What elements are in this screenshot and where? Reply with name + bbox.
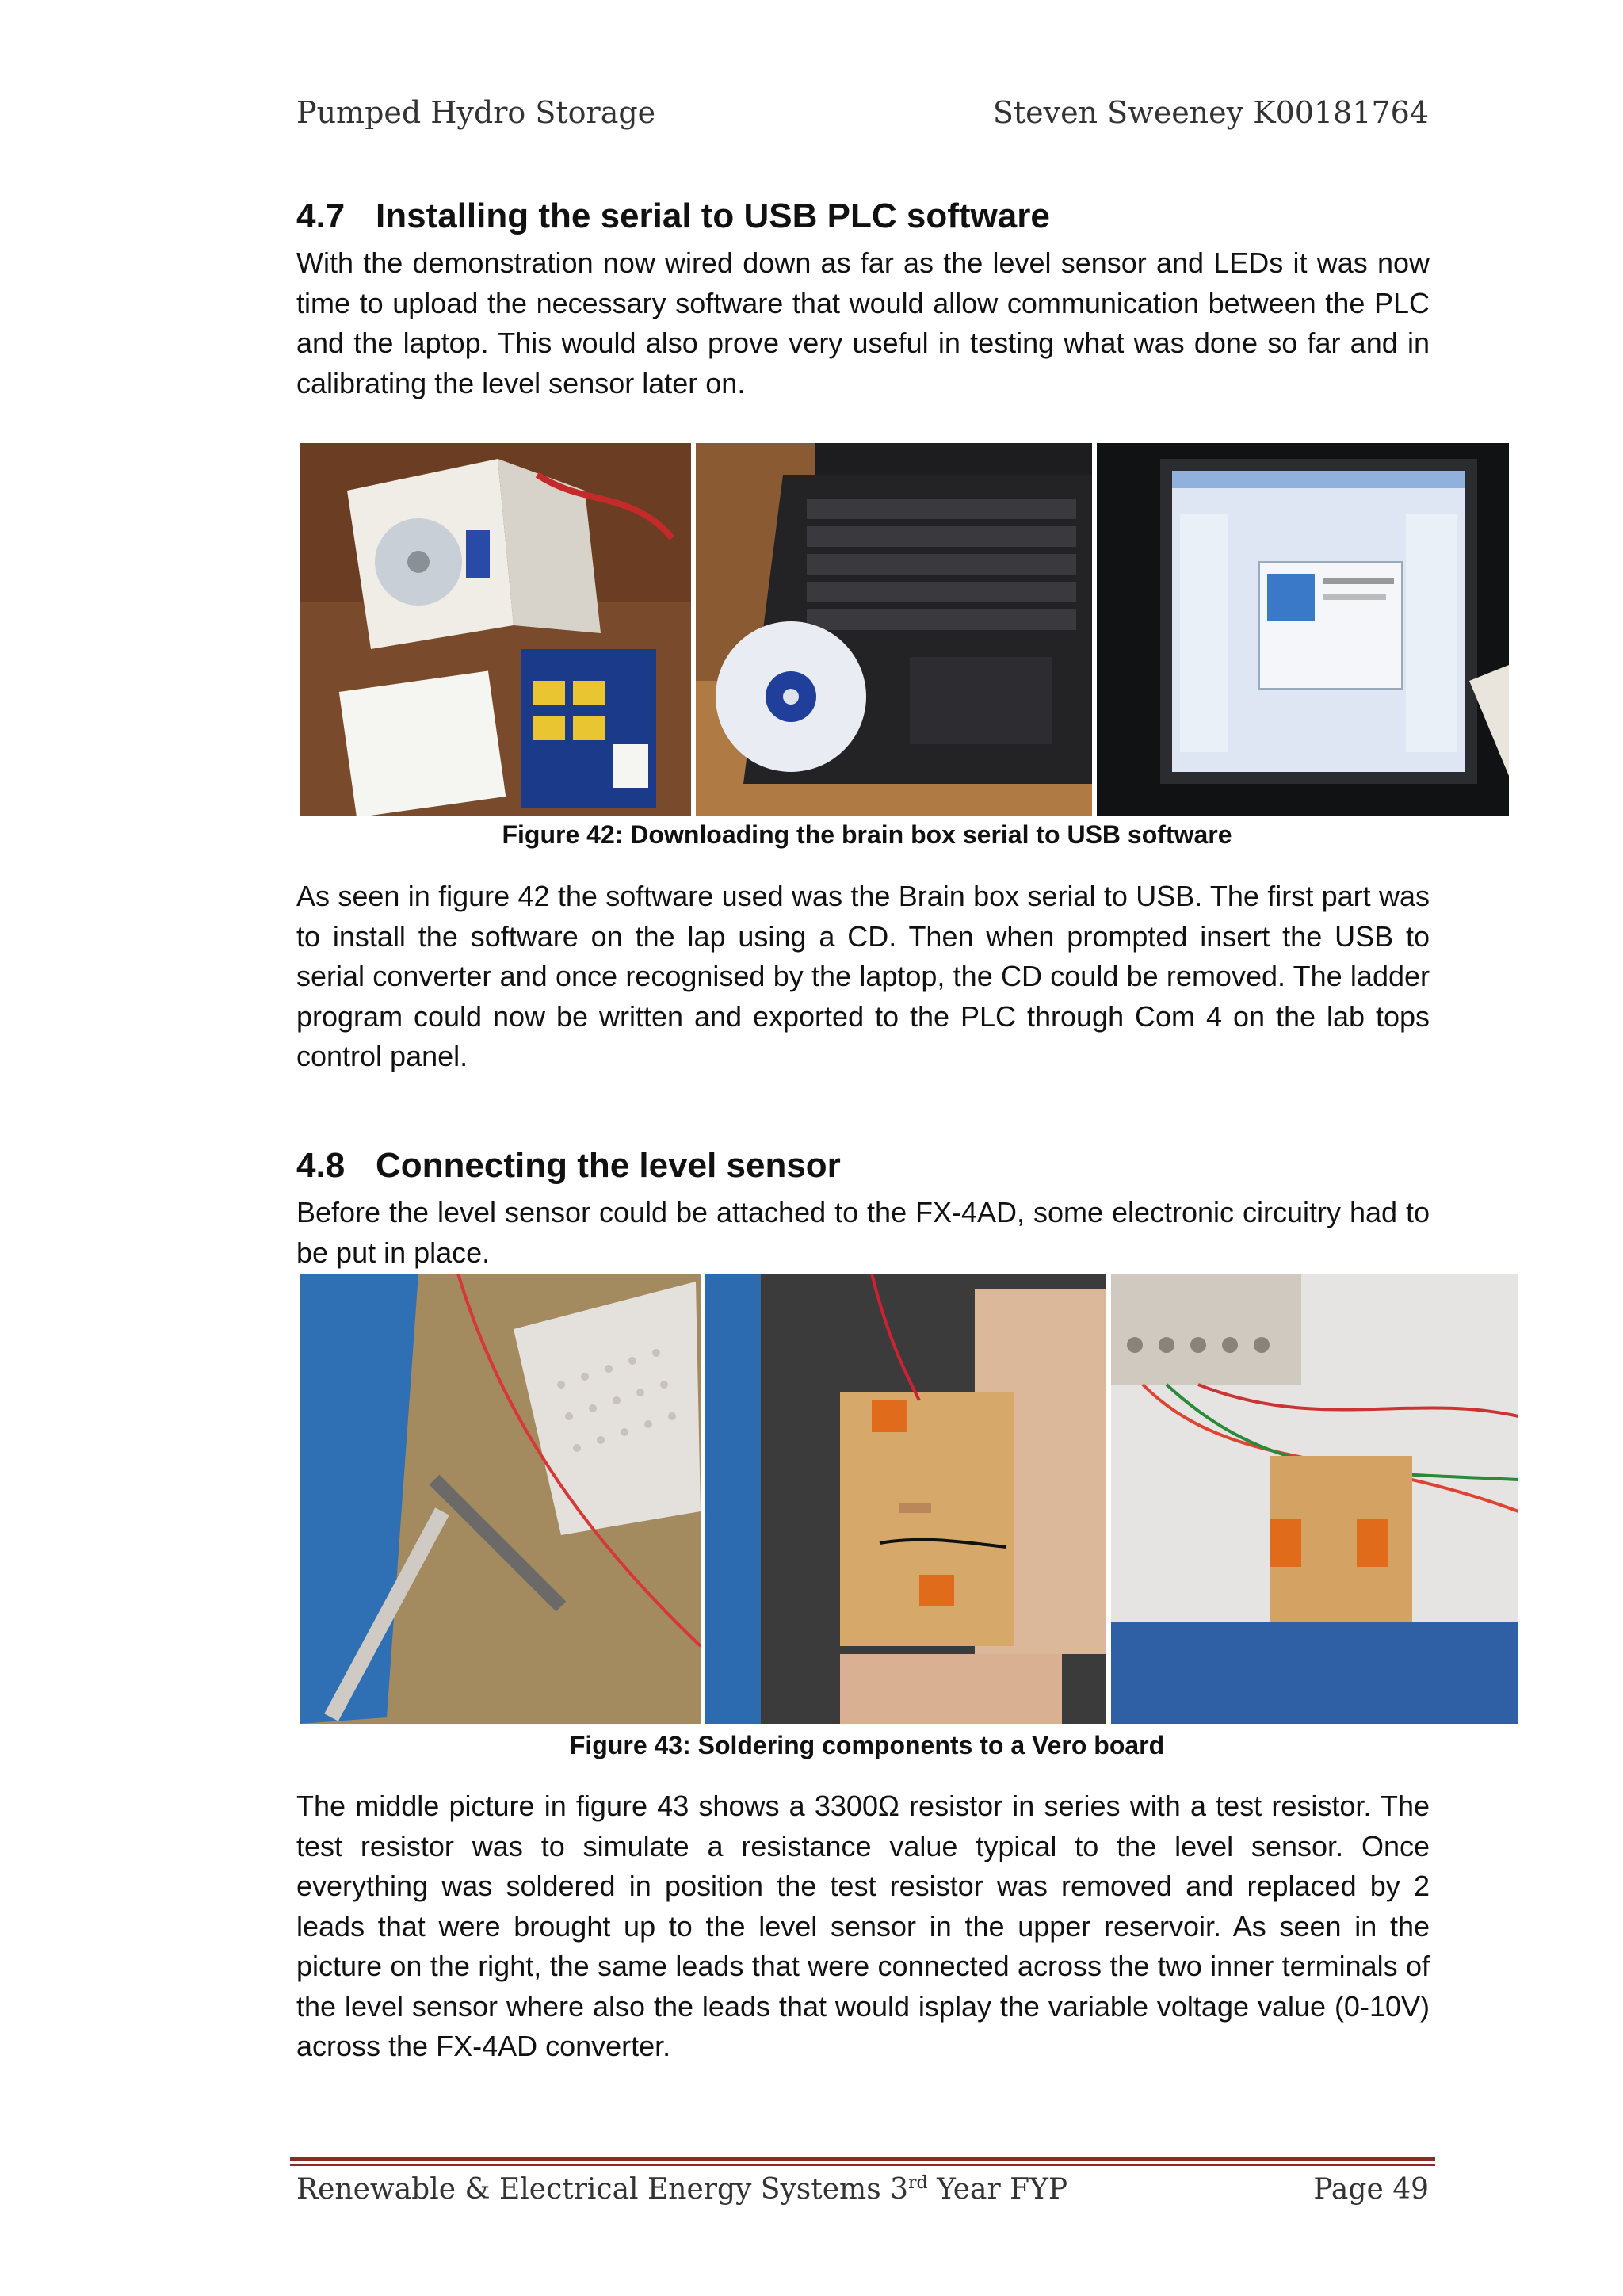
section-number: 4.7 bbox=[296, 197, 346, 235]
vero-board-in-hand-photo bbox=[705, 1274, 1106, 1724]
footer-rule bbox=[290, 2157, 1435, 2161]
footer-course-prefix: Renewable & Electrical Energy Systems 3 bbox=[296, 2173, 909, 2206]
figure-43-photos bbox=[300, 1274, 1518, 1724]
brain-box-package-photo bbox=[300, 443, 691, 816]
header-title: Pumped Hydro Storage bbox=[296, 95, 656, 130]
section-4-8-paragraph: Before the level sensor could be attached to the FX-4AD, some electronic circuitry had to be put in place. bbox=[296, 1196, 1430, 1269]
figure-42-photos bbox=[300, 443, 1509, 816]
soldering-iron-photo bbox=[300, 1274, 701, 1724]
footer-course-sup: rd bbox=[908, 2173, 928, 2193]
figure-42-caption: Figure 42: Downloading the brain box serial to USB software bbox=[502, 820, 1232, 849]
figure-43-discussion-paragraph: The middle picture in figure 43 shows a 3300Ω resistor in series with a test resistor. The test resistor was to simulate a resistance value typical to the level sensor. Once everything was soldered in position the test resistor was removed and replaced by 2 leads that were brought up to the level sensor in the upper reservoir. As seen in the picture on the right, the same leads that were connected across the two inner terminals of the level sensor where also the leads that would isplay the variable voltage value (0-10V) across the FX-4AD converter. bbox=[296, 1790, 1430, 2062]
figure-42-discussion-paragraph: As seen in figure 42 the software used was the Brain box serial to USB. The first part was to install the software on the lap using a CD. Then when prompted insert the USB to serial converter and once recognised by the laptop, the CD could be removed. The ladder program could now be written and exported to the PLC through Com 4 on the lab tops control panel. bbox=[296, 880, 1430, 1072]
figure-43-caption: Figure 43: Soldering components to a Vero board bbox=[569, 1731, 1165, 1759]
section-title: Installing the serial to USB PLC software bbox=[376, 197, 1050, 235]
header-author: Steven Sweeney K00181764 bbox=[992, 95, 1429, 130]
footer-rule-thin bbox=[290, 2164, 1435, 2166]
section-title: Connecting the level sensor bbox=[376, 1146, 841, 1185]
section-heading-4-8 bbox=[296, 1146, 841, 1186]
section-heading-4-7 bbox=[296, 197, 1050, 236]
wired-terminals-photo bbox=[1111, 1274, 1518, 1724]
footer-course bbox=[296, 2173, 1067, 2206]
section-number: 4.8 bbox=[296, 1146, 346, 1185]
page-number: Page 49 bbox=[1313, 2173, 1429, 2206]
section-4-7-paragraph: With the demonstration now wired down as far as the level sensor and LEDs it was now time to upload the necessary software that would allow communication between the PLC and the laptop. This would also prove very useful in testing what was done so far and in calibrating the level sensor later on. bbox=[296, 246, 1430, 399]
laptop-with-cd-photo bbox=[696, 443, 1092, 816]
laptop-screen-installer-photo bbox=[1097, 443, 1509, 816]
footer-course-suffix: Year FYP bbox=[927, 2173, 1068, 2206]
